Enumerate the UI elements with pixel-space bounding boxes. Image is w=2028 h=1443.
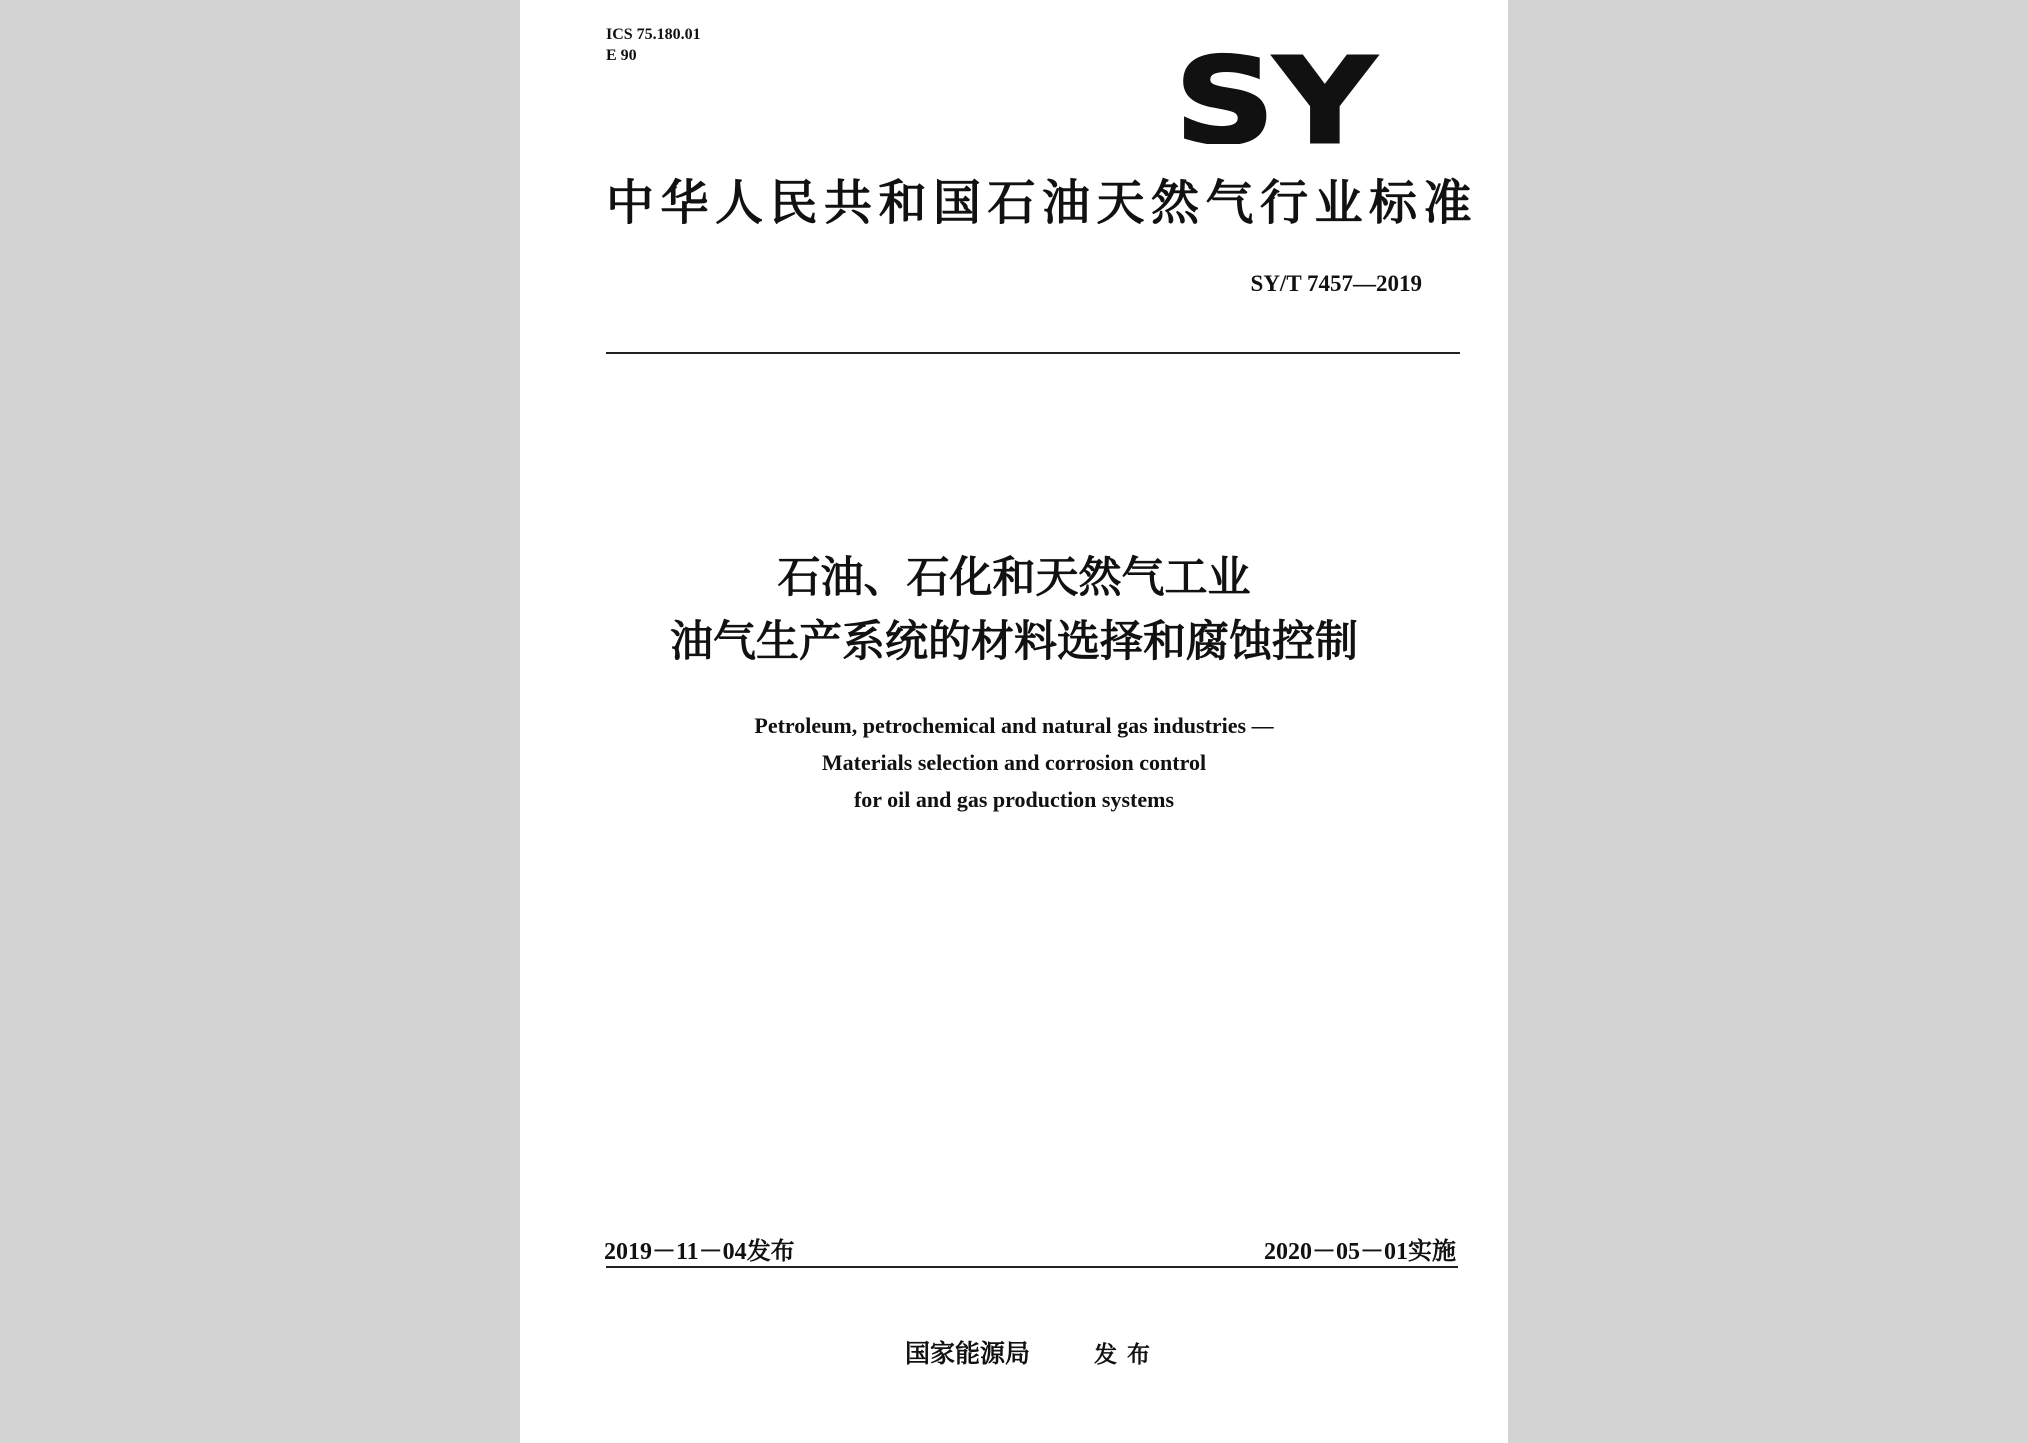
industry-standard-title: 中华人民共和国石油天然气行业标准 [606, 175, 1479, 231]
publish-date: 2019－11－04 [604, 1239, 747, 1265]
header-divider [606, 352, 1460, 354]
publish-label: 发布 [746, 1237, 795, 1265]
standard-number: SY/T 7457—2019 [1250, 271, 1422, 296]
implement-label: 实施 [1408, 1237, 1456, 1265]
english-title-line-2: Materials selection and corrosion control [821, 750, 1207, 775]
english-title-line-3: for oil and gas production systems [853, 787, 1175, 812]
implement-date: 2020－05－01 [1264, 1239, 1408, 1265]
issuing-action: 发布 [1094, 1342, 1160, 1368]
footer-divider [606, 1266, 1458, 1268]
chinese-title-line-1: 石油、石化和天然气工业 [777, 553, 1251, 603]
ics-code: ICS 75.180.01 [606, 26, 701, 43]
sy-logo [1170, 44, 1380, 144]
ccs-code: E 90 [606, 47, 637, 64]
sy-logo-text: SY [1175, 44, 1377, 144]
publish-date-block [604, 1231, 795, 1266]
document-page [520, 0, 1508, 1443]
implement-date-block [1264, 1231, 1456, 1266]
chinese-title-line-2: 油气生产系统的材料选择和腐蚀控制 [670, 617, 1358, 667]
english-title-line-1: Petroleum, petrochemical and natural gas industries — [754, 713, 1274, 738]
issuing-authority: 国家能源局 [905, 1339, 1031, 1368]
classification-codes [606, 24, 701, 66]
